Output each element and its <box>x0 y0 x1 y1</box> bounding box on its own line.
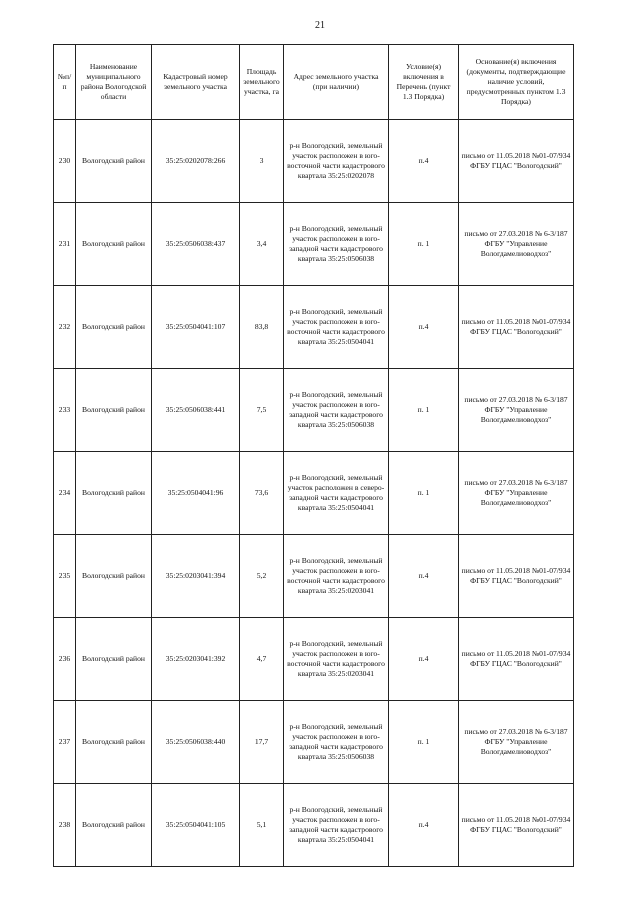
header-district: Наименование муниципального района Вологодской области <box>76 45 152 120</box>
cell-basis: письмо от 27.03.2018 № 6-3/187 ФГБУ "Управление Вологдамелиоводхоз" <box>459 203 574 286</box>
table-row <box>54 535 574 618</box>
table-row <box>54 618 574 701</box>
cell-basis: письмо от 11.05.2018 №01-07/934 ФГБУ ГЦАС "Вологодский" <box>459 286 574 369</box>
cell-condition: п. 1 <box>389 203 459 286</box>
cell-condition: п.4 <box>389 286 459 369</box>
cell-address: р-н Вологодский, земельный участок расположен в юго-восточной части кадастрового квартала 35:25:0504041 <box>284 286 389 369</box>
header-address: Адрес земельного участка (при наличии) <box>284 45 389 120</box>
cell-cadastral: 35:25:0504041:107 <box>152 286 240 369</box>
table-row <box>54 369 574 452</box>
cell-basis: письмо от 27.03.2018 № 6-3/187 ФГБУ "Управление Вологдамелиоводхоз" <box>459 701 574 784</box>
header-row <box>54 45 574 120</box>
cell-cadastral: 35:25:0504041:105 <box>152 784 240 867</box>
cell-num: 238 <box>54 784 76 867</box>
cell-area: 5,2 <box>240 535 284 618</box>
header-condition: Условие(я) включения в Перечень (пункт 1.3 Порядка) <box>389 45 459 120</box>
cell-district: Вологодский район <box>76 286 152 369</box>
cell-cadastral: 35:25:0504041:96 <box>152 452 240 535</box>
cell-district: Вологодский район <box>76 120 152 203</box>
cell-basis: письмо от 11.05.2018 №01-07/934 ФГБУ ГЦАС "Вологодский" <box>459 535 574 618</box>
cell-basis: письмо от 11.05.2018 №01-07/934 ФГБУ ГЦАС "Вологодский" <box>459 120 574 203</box>
cell-num: 232 <box>54 286 76 369</box>
cell-num: 231 <box>54 203 76 286</box>
cell-area: 4,7 <box>240 618 284 701</box>
cell-area: 83,8 <box>240 286 284 369</box>
cell-address: р-н Вологодский, земельный участок расположен в юго-западной части кадастрового квартала 35:25:0506038 <box>284 369 389 452</box>
cell-district: Вологодский район <box>76 701 152 784</box>
cell-address: р-н Вологодский, земельный участок расположен в юго-западной части кадастрового квартала 35:25:0504041 <box>284 784 389 867</box>
cell-district: Вологодский район <box>76 535 152 618</box>
cell-area: 3,4 <box>240 203 284 286</box>
cell-district: Вологодский район <box>76 452 152 535</box>
cell-address: р-н Вологодский, земельный участок расположен в северо-западной части кадастрового квартала 35:25:0504041 <box>284 452 389 535</box>
cell-district: Вологодский район <box>76 203 152 286</box>
header-cadastral: Кадастровый номер земельного участка <box>152 45 240 120</box>
cell-condition: п.4 <box>389 618 459 701</box>
cell-cadastral: 35:25:0506038:441 <box>152 369 240 452</box>
cell-area: 5,1 <box>240 784 284 867</box>
cell-address: р-н Вологодский, земельный участок расположен в юго-западной части кадастрового квартала 35:25:0506038 <box>284 203 389 286</box>
cell-address: р-н Вологодский, земельный участок расположен в юго-западной части кадастрового квартала 35:25:0506038 <box>284 701 389 784</box>
cell-basis: письмо от 11.05.2018 №01-07/934 ФГБУ ГЦАС "Вологодский" <box>459 618 574 701</box>
cell-cadastral: 35:25:0202078:266 <box>152 120 240 203</box>
cell-address: р-н Вологодский, земельный участок расположен в юго-восточной части кадастрового квартала 35:25:0203041 <box>284 535 389 618</box>
cell-area: 17,7 <box>240 701 284 784</box>
cell-district: Вологодский район <box>76 369 152 452</box>
cell-district: Вологодский район <box>76 618 152 701</box>
table-body <box>54 120 574 867</box>
cell-basis: письмо от 27.03.2018 № 6-3/187 ФГБУ "Управление Вологдамелиоводхоз" <box>459 452 574 535</box>
cell-address: р-н Вологодский, земельный участок расположен в юго-восточной части кадастрового квартала 35:25:0203041 <box>284 618 389 701</box>
cell-area: 3 <box>240 120 284 203</box>
table-row <box>54 203 574 286</box>
cell-num: 236 <box>54 618 76 701</box>
cell-district: Вологодский район <box>76 784 152 867</box>
cell-condition: п.4 <box>389 120 459 203</box>
cell-num: 234 <box>54 452 76 535</box>
cell-address: р-н Вологодский, земельный участок расположен в юго-восточной части кадастрового квартала 35:25:0202078 <box>284 120 389 203</box>
cell-num: 237 <box>54 701 76 784</box>
table-header <box>54 45 574 120</box>
table-row <box>54 120 574 203</box>
cell-condition: п.4 <box>389 784 459 867</box>
page-number: 21 <box>315 20 325 31</box>
cell-num: 235 <box>54 535 76 618</box>
cell-area: 7,5 <box>240 369 284 452</box>
cell-condition: п. 1 <box>389 369 459 452</box>
header-basis: Основание(я) включения (документы, подтверждающие наличие условий, предусмотренных пунктом 1.3 Порядка) <box>459 45 574 120</box>
cell-basis: письмо от 11.05.2018 №01-07/934 ФГБУ ГЦАС "Вологодский" <box>459 784 574 867</box>
table-row <box>54 286 574 369</box>
table-row <box>54 452 574 535</box>
cell-basis: письмо от 27.03.2018 № 6-3/187 ФГБУ "Управление Вологдамелиоводхоз" <box>459 369 574 452</box>
header-num: №п/п <box>54 45 76 120</box>
cell-cadastral: 35:25:0203041:392 <box>152 618 240 701</box>
header-area: Площадь земельного участка, га <box>240 45 284 120</box>
table-row <box>54 784 574 867</box>
cell-area: 73,6 <box>240 452 284 535</box>
table-row <box>54 701 574 784</box>
cell-num: 233 <box>54 369 76 452</box>
cell-condition: п.4 <box>389 535 459 618</box>
cell-condition: п. 1 <box>389 452 459 535</box>
land-plots-table <box>53 44 574 867</box>
cell-cadastral: 35:25:0506038:437 <box>152 203 240 286</box>
cell-num: 230 <box>54 120 76 203</box>
cell-cadastral: 35:25:0506038:440 <box>152 701 240 784</box>
cell-cadastral: 35:25:0203041:394 <box>152 535 240 618</box>
cell-condition: п. 1 <box>389 701 459 784</box>
